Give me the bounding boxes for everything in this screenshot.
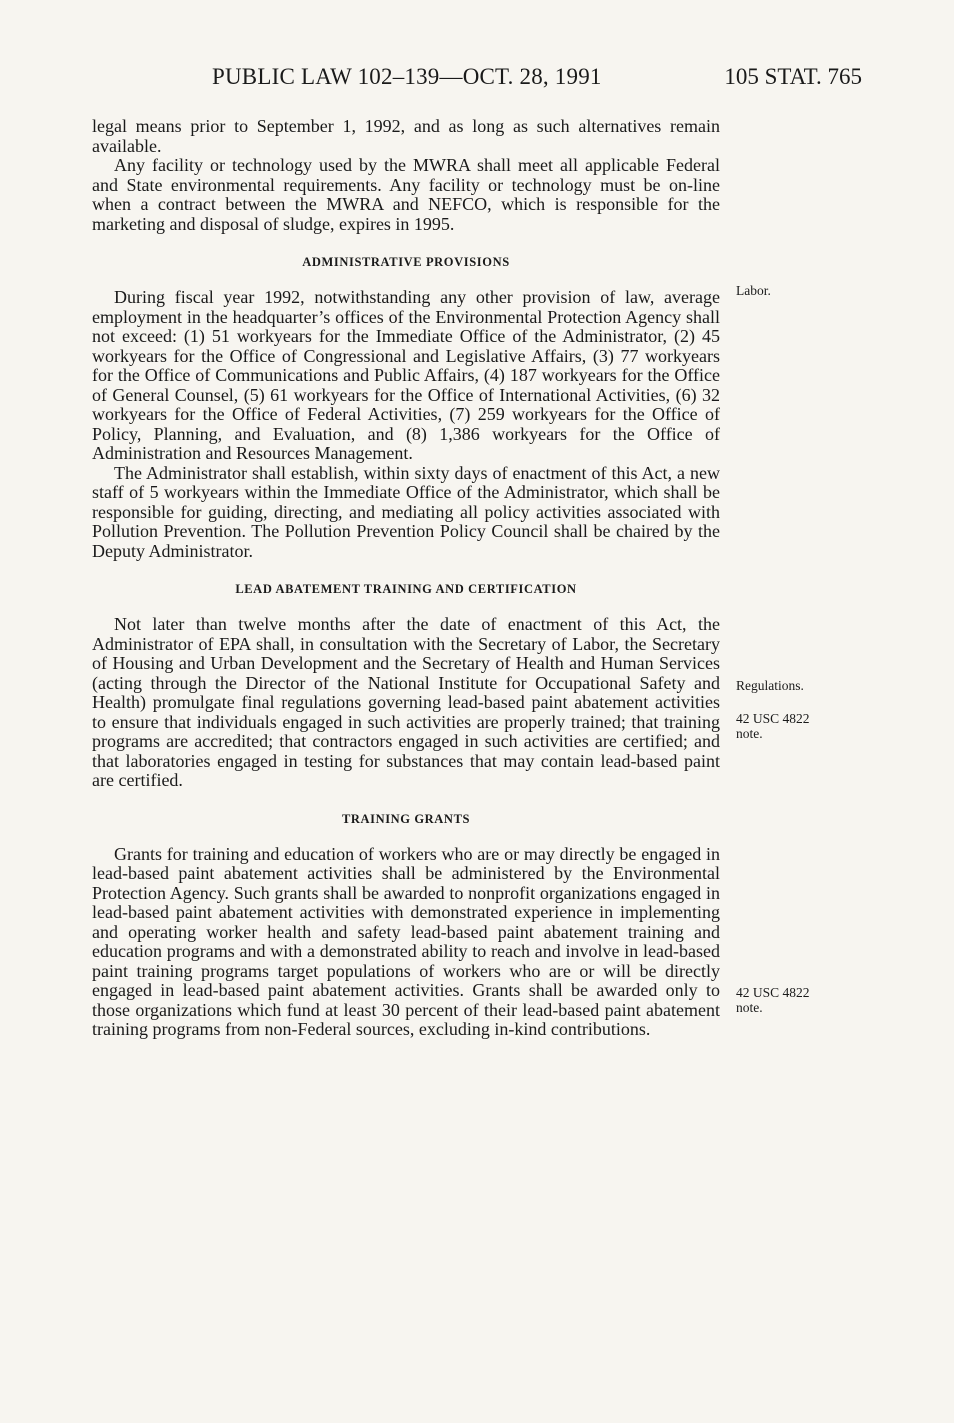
margin-note-usc-2: 42 USC 4822 note. [736, 985, 810, 1015]
heading-training-grants: TRAINING GRANTS [341, 811, 471, 826]
heading-administrative-provisions: ADMINISTRATIVE PROVISIONS [302, 255, 510, 269]
main-text-column [92, 117, 720, 1040]
paragraph-lead-regulations: Not later than twelve months after the date of enactment of this Act, the Administrator of EPA shall, in consultation with the Secretary of Labor, the Secretary of Housing and Urban Development and the Secretary of Health and Human Services (acting through the Director of the National Institute for Occupational Safety and Health) promulgate final regulations governing lead-based paint abatement activities to ensure that individuals engaged in such activities are properly trained; that training programs are accredited; that contractors engaged in such activities are certified; and that laboratories engaged in testing for substances that may contain lead-based paint are certified. [92, 614, 720, 790]
margin-note-usc-1: 42 USC 4822 note. [736, 711, 810, 741]
margin-note-regulations: Regulations. [736, 678, 804, 693]
heading-lead-abatement: LEAD ABATEMENT TRAINING AND CERTIFICATION [235, 582, 577, 596]
running-title: PUBLIC LAW 102–139—OCT. 28, 1991 [212, 64, 602, 89]
paragraph-pollution-prevention: The Administrator shall establish, within sixty days of enactment of this Act, a new staff of 5 workyears within the Immediate Office of the Administrator, which shall be responsible for guiding, directing, and mediating all policy activities associated with Pollution Prevention. The Pollution Prevention Policy Council shall be chaired by the Deputy Administrator. [92, 462, 720, 561]
paragraph-continuation: legal means prior to September 1, 1992, and as long as such alternatives remain available. [92, 116, 720, 156]
stat-page-number: 105 STAT. 765 [724, 64, 862, 89]
margin-note-labor: Labor. [736, 283, 771, 298]
paragraph-workyears: During fiscal year 1992, notwithstanding any other provision of law, average employment in the headquarter’s offices of the Environmental Protection Agency shall not exceed: (1) 51 workyears for the Immediate Office of the Administrator, (2) 45 workyears for the Office of Congressional and Legislative Affairs, (3) 77 workyears for the Office of Communications and Public Affairs, (4) 187 workyears for the Office of General Counsel, (5) 61 workyears for the Office of International Activities, (6) 32 workyears for the Office of Federal Activities, (7) 259 workyears for the Office of Policy, Planning, and Evaluation, and (8) 1,386 workyears for the Office of Administration and Resources Management. [92, 287, 720, 463]
paragraph-training-grants: Grants for training and education of workers who are or may directly be engaged in lead-based paint abatement activities shall be administered by the Environmental Protection Agency. Such grants shall be awarded to nonprofit organizations engaged in lead-based paint abatement activities with demonstrated experience in implementing and operating worker health and safety lead-based paint abatement training and education programs and with a demonstrated ability to reach and involve in lead-based paint training programs target populations of workers who are or will be directly engaged in lead-based paint abatement activities. Grants shall be awarded only to those organizations which fund at least 30 percent of their lead-based paint abatement training programs from non-Federal sources, excluding in-kind contributions. [92, 843, 720, 1039]
paragraph-mwra-requirements: Any facility or technology used by the MWRA shall meet all applicable Federal and State environmental requirements. Any facility or technology must be on-line when a contract between the MWRA and NEFCO, which is responsible for the marketing and disposal of sludge, expires in 1995. [92, 155, 720, 234]
